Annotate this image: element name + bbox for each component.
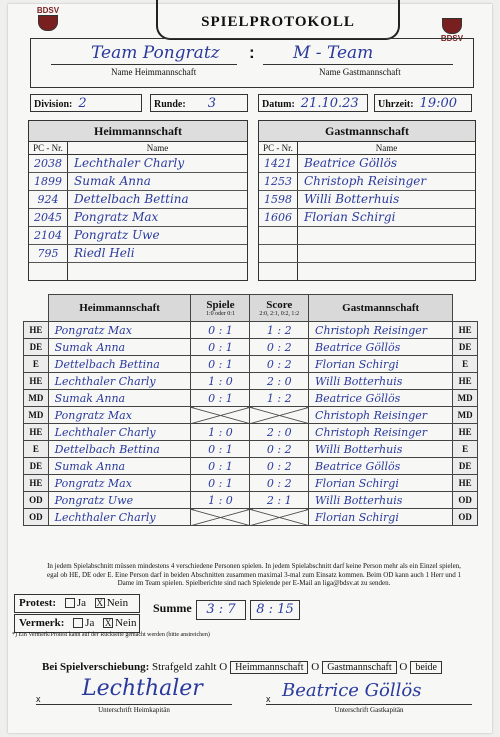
spiele-result[interactable]: 0 : 1 (191, 322, 250, 339)
player-name: Sumak Anna (74, 174, 151, 188)
datum-field[interactable] (258, 94, 368, 112)
player-name: Dettelbach Bettina (74, 192, 189, 206)
pc-number (29, 263, 68, 280)
protest-box (14, 594, 140, 613)
summe-spiele[interactable]: 3 : 7 (196, 600, 246, 620)
guest-team-label: Name Gastmannschaft (319, 67, 401, 77)
logo-text: BDSV (440, 34, 464, 43)
home-player[interactable]: Pongratz Max (48, 407, 191, 424)
division-value: 2 (78, 96, 87, 111)
roster-row[interactable] (29, 263, 247, 280)
score-result[interactable] (250, 407, 309, 424)
runde-value: 3 (207, 96, 216, 111)
spiele-header-sub: 1:0 oder 0:1 (205, 311, 235, 317)
name-column-header: Name (146, 143, 169, 153)
datum-label: Datum: (262, 99, 295, 110)
roster-row[interactable] (259, 209, 475, 227)
player-name: Florian Schirgi (304, 210, 396, 224)
player-name: Beatrice Göllös (304, 156, 397, 170)
roster-row[interactable] (29, 209, 247, 227)
name-column-header: Name (375, 143, 398, 153)
discipline-left: DE (24, 458, 49, 475)
header-spacer (24, 295, 49, 322)
home-roster-heading: Heimmannschaft (29, 121, 247, 142)
pc-number: 924 (29, 191, 68, 208)
discipline-left: HE (24, 322, 49, 339)
home-player[interactable]: Lechthaler Charly (48, 509, 191, 526)
home-roster-subheader (29, 142, 247, 155)
uhrzeit-field[interactable] (374, 94, 472, 112)
roster-row[interactable] (29, 173, 247, 191)
pc-number: 2104 (29, 227, 68, 244)
score-result[interactable]: 0 : 2 (250, 458, 309, 475)
match-row[interactable] (24, 373, 478, 390)
home-player[interactable]: Pongratz Max (48, 322, 191, 339)
discipline-right: OD (453, 492, 478, 509)
match-row[interactable] (24, 390, 478, 407)
player-name (298, 263, 475, 280)
header-spacer (453, 295, 478, 322)
datum-value: 21.10.23 (300, 96, 359, 111)
sig-x-guest: x (266, 694, 271, 704)
match-table (23, 294, 478, 526)
pc-number: 2045 (29, 209, 68, 226)
vermerk-nein-label: Nein (115, 617, 137, 629)
guest-player[interactable]: Willi Botterhuis (309, 441, 453, 458)
score-result[interactable] (250, 509, 309, 526)
player-name: Christoph Reisinger (304, 174, 427, 188)
logo-text: BDSV (36, 6, 60, 15)
bdsv-logo-left (32, 6, 64, 32)
guest-roster (258, 120, 476, 281)
pc-number: 1606 (259, 209, 298, 226)
home-signature-label: Unterschrift Heimkapitän (98, 706, 170, 714)
discipline-left: OD (24, 492, 49, 509)
match-row[interactable] (24, 458, 478, 475)
team-separator: : (249, 43, 255, 62)
home-player[interactable]: Lechthaler Charly (48, 424, 191, 441)
home-signature: Lechthaler (82, 676, 203, 701)
guest-player[interactable]: Florian Schirgi (309, 475, 453, 492)
pc-number (259, 227, 298, 244)
match-guest-header: Gastmannschaft (309, 295, 453, 322)
guest-player[interactable]: Florian Schirgi (309, 356, 453, 373)
guest-signature-line[interactable] (266, 704, 472, 714)
protest-label: Protest: (19, 597, 57, 609)
guest-player[interactable]: Beatrice Göllös (309, 390, 453, 407)
discipline-right: MD (453, 407, 478, 424)
score-result[interactable]: 0 : 2 (250, 475, 309, 492)
pc-column-header: PC - Nr. (259, 142, 298, 154)
player-name: Willi Botterhuis (304, 192, 400, 206)
spiele-header (191, 295, 250, 322)
verschiebung-text: Strafgeld zahlt (152, 661, 217, 673)
roster-row[interactable] (29, 227, 247, 245)
vermerk-box (14, 614, 140, 633)
roster-row[interactable] (259, 263, 475, 280)
guest-player[interactable]: Willi Botterhuis (309, 373, 453, 390)
vermerk-ja-checkbox[interactable] (73, 618, 83, 628)
protest-nein-checkbox[interactable]: X (96, 598, 103, 609)
discipline-left: E (24, 356, 49, 373)
summe-label: Summe (153, 601, 192, 615)
uhrzeit-value: 19:00 (419, 96, 458, 111)
home-team-name: Team Pongratz (91, 43, 220, 63)
option-beide[interactable]: beide (410, 661, 442, 674)
home-player[interactable]: Pongratz Uwe (48, 492, 191, 509)
spiele-result[interactable]: 0 : 1 (191, 339, 250, 356)
score-result[interactable]: 0 : 2 (250, 339, 309, 356)
footnote: *) Ein Vermerk/Protest kann auf der Rückseite gemacht werden (bitte anstreichen) (12, 632, 210, 638)
guest-signature: Beatrice Göllös (282, 680, 422, 701)
pc-number: 1253 (259, 173, 298, 190)
score-result[interactable]: 1 : 2 (250, 390, 309, 407)
pc-column-header: PC - Nr. (29, 142, 68, 154)
spiele-result[interactable] (191, 407, 250, 424)
score-result[interactable]: 2 : 1 (250, 492, 309, 509)
spiele-result[interactable]: 1 : 0 (191, 424, 250, 441)
pc-number (259, 245, 298, 262)
runde-field[interactable] (150, 94, 248, 112)
pc-number (259, 263, 298, 280)
player-name (68, 263, 247, 280)
shield-icon (442, 18, 462, 34)
team-names-box (30, 38, 474, 88)
discipline-right: HE (453, 475, 478, 492)
home-roster (28, 120, 248, 281)
roster-row[interactable] (29, 245, 247, 263)
division-field[interactable] (30, 94, 142, 112)
guest-player[interactable]: Florian Schirgi (309, 509, 453, 526)
home-player[interactable]: Sumak Anna (48, 390, 191, 407)
vermerk-label: Vermerk: (19, 617, 65, 629)
score-result[interactable]: 0 : 2 (250, 356, 309, 373)
discipline-right: OD (453, 509, 478, 526)
player-name (298, 245, 475, 262)
discipline-right: DE (453, 458, 478, 475)
match-row[interactable] (24, 339, 478, 356)
option-circle[interactable]: O (311, 661, 320, 673)
guest-roster-heading: Gastmannschaft (259, 121, 475, 142)
guest-signature-label: Unterschrift Gastkapitän (334, 706, 404, 714)
player-name (298, 227, 475, 244)
guest-player[interactable]: Christoph Reisinger (309, 322, 453, 339)
guest-player[interactable]: Beatrice Göllös (309, 339, 453, 356)
player-name: Pongratz Uwe (74, 228, 160, 242)
discipline-left: HE (24, 424, 49, 441)
shield-icon (38, 15, 58, 31)
spiele-result[interactable]: 0 : 1 (191, 458, 250, 475)
score-header-sub: 2:0, 2:1, 0:2, 1:2 (259, 311, 300, 317)
match-rows (24, 322, 478, 526)
discipline-left: HE (24, 373, 49, 390)
match-row[interactable] (24, 509, 478, 526)
vermerk-nein-checkbox[interactable]: X (104, 618, 112, 629)
verschiebung-row (42, 661, 442, 674)
guest-roster-subheader (259, 142, 475, 155)
discipline-right: HE (453, 322, 478, 339)
score-result[interactable]: 2 : 0 (250, 424, 309, 441)
pc-number: 1899 (29, 173, 68, 190)
uhrzeit-label: Uhrzeit: (378, 99, 414, 110)
pc-number: 1598 (259, 191, 298, 208)
vermerk-ja-label: Ja (85, 617, 95, 629)
home-name-line (51, 64, 237, 65)
discipline-left: MD (24, 407, 49, 424)
spiele-result[interactable] (191, 509, 250, 526)
score-result[interactable]: 2 : 0 (250, 373, 309, 390)
discipline-right: HE (453, 424, 478, 441)
roster-row[interactable] (259, 227, 475, 245)
player-name: Pongratz Max (74, 210, 159, 224)
spiele-result[interactable]: 1 : 0 (191, 373, 250, 390)
option-heimmannschaft[interactable]: Heimmannschaft (230, 661, 308, 674)
rules-text: In jedem Spielabschnitt müssen mindestens 4 verschiedene Personen spielen. In jedem Spielabschnitt darf keine Person mehr als ein Einzel spielen, egal ob HE, DE oder E. Eine Person darf in beiden Abschnitten zusammen maximal 3-mal zum Einsatz kommen. Beim OD kann auch 1 Herr und 1 Dame im Team spielen. Spielberichte sind nach Spielende per E-Mail an liga@bdsv.at zu senden. (46, 562, 462, 587)
guest-player[interactable]: Christoph Reisinger (309, 424, 453, 441)
option-circle[interactable]: O (399, 661, 408, 673)
match-row[interactable] (24, 441, 478, 458)
discipline-left: HE (24, 475, 49, 492)
option-circle[interactable]: O (219, 661, 228, 673)
discipline-left: E (24, 441, 49, 458)
guest-player[interactable]: Christoph Reisinger (309, 407, 453, 424)
protest-ja-checkbox[interactable] (65, 598, 75, 608)
home-player[interactable]: Sumak Anna (48, 458, 191, 475)
discipline-right: E (453, 356, 478, 373)
home-signature-line[interactable] (36, 704, 232, 714)
guest-team-name: M - Team (293, 43, 374, 63)
home-player[interactable]: Dettelbach Bettina (48, 441, 191, 458)
match-row[interactable] (24, 407, 478, 424)
discipline-right: DE (453, 339, 478, 356)
option-gastmannschaft[interactable]: Gastmannschaft (322, 661, 396, 674)
match-row[interactable] (24, 492, 478, 509)
roster-row[interactable] (29, 191, 247, 209)
guest-player[interactable]: Beatrice Göllös (309, 458, 453, 475)
home-player[interactable]: Sumak Anna (48, 339, 191, 356)
spiele-result[interactable]: 0 : 1 (191, 390, 250, 407)
page-title: SPIELPROTOKOLL (201, 14, 355, 30)
pc-number: 2038 (29, 155, 68, 172)
home-team-label: Name Heimmannschaft (111, 67, 197, 77)
score-result[interactable]: 1 : 2 (250, 322, 309, 339)
guest-name-line (263, 64, 453, 65)
title-frame (156, 0, 400, 40)
match-row[interactable] (24, 356, 478, 373)
runde-label: Runde: (154, 99, 186, 110)
player-name: Lechthaler Charly (74, 156, 185, 170)
match-row[interactable] (24, 475, 478, 492)
score-sheet (8, 4, 492, 733)
roster-row[interactable] (259, 173, 475, 191)
roster-row[interactable] (259, 245, 475, 263)
player-name: Riedl Heli (74, 246, 135, 260)
match-header-row (24, 295, 478, 322)
score-header (250, 295, 309, 322)
spiele-result[interactable]: 0 : 1 (191, 475, 250, 492)
spiele-header-label: Spiele (206, 299, 235, 311)
match-home-header: Heimmannschaft (48, 295, 191, 322)
sig-x-home: x (36, 694, 41, 704)
discipline-right: MD (453, 390, 478, 407)
protest-ja-label: Ja (76, 597, 86, 609)
match-row[interactable] (24, 322, 478, 339)
spiele-result[interactable]: 0 : 1 (191, 356, 250, 373)
spiele-result[interactable]: 0 : 1 (191, 441, 250, 458)
match-row[interactable] (24, 424, 478, 441)
summe-score[interactable]: 8 : 15 (250, 600, 300, 620)
division-label: Division: (34, 99, 73, 110)
guest-player[interactable]: Willi Botterhuis (309, 492, 453, 509)
discipline-left: OD (24, 509, 49, 526)
pc-number: 795 (29, 245, 68, 262)
score-result[interactable]: 0 : 2 (250, 441, 309, 458)
roster-row[interactable] (259, 191, 475, 209)
discipline-left: DE (24, 339, 49, 356)
discipline-right: E (453, 441, 478, 458)
spiele-result[interactable]: 1 : 0 (191, 492, 250, 509)
verschiebung-label: Bei Spielverschiebung: (42, 661, 150, 673)
home-player[interactable]: Pongratz Max (48, 475, 191, 492)
protest-nein-label: Nein (106, 597, 129, 609)
discipline-left: MD (24, 390, 49, 407)
score-header-label: Score (266, 299, 293, 311)
discipline-right: HE (453, 373, 478, 390)
home-player[interactable]: Lechthaler Charly (48, 373, 191, 390)
pc-number: 1421 (259, 155, 298, 172)
home-player[interactable]: Dettelbach Bettina (48, 356, 191, 373)
roster-row[interactable] (259, 155, 475, 173)
roster-row[interactable] (29, 155, 247, 173)
